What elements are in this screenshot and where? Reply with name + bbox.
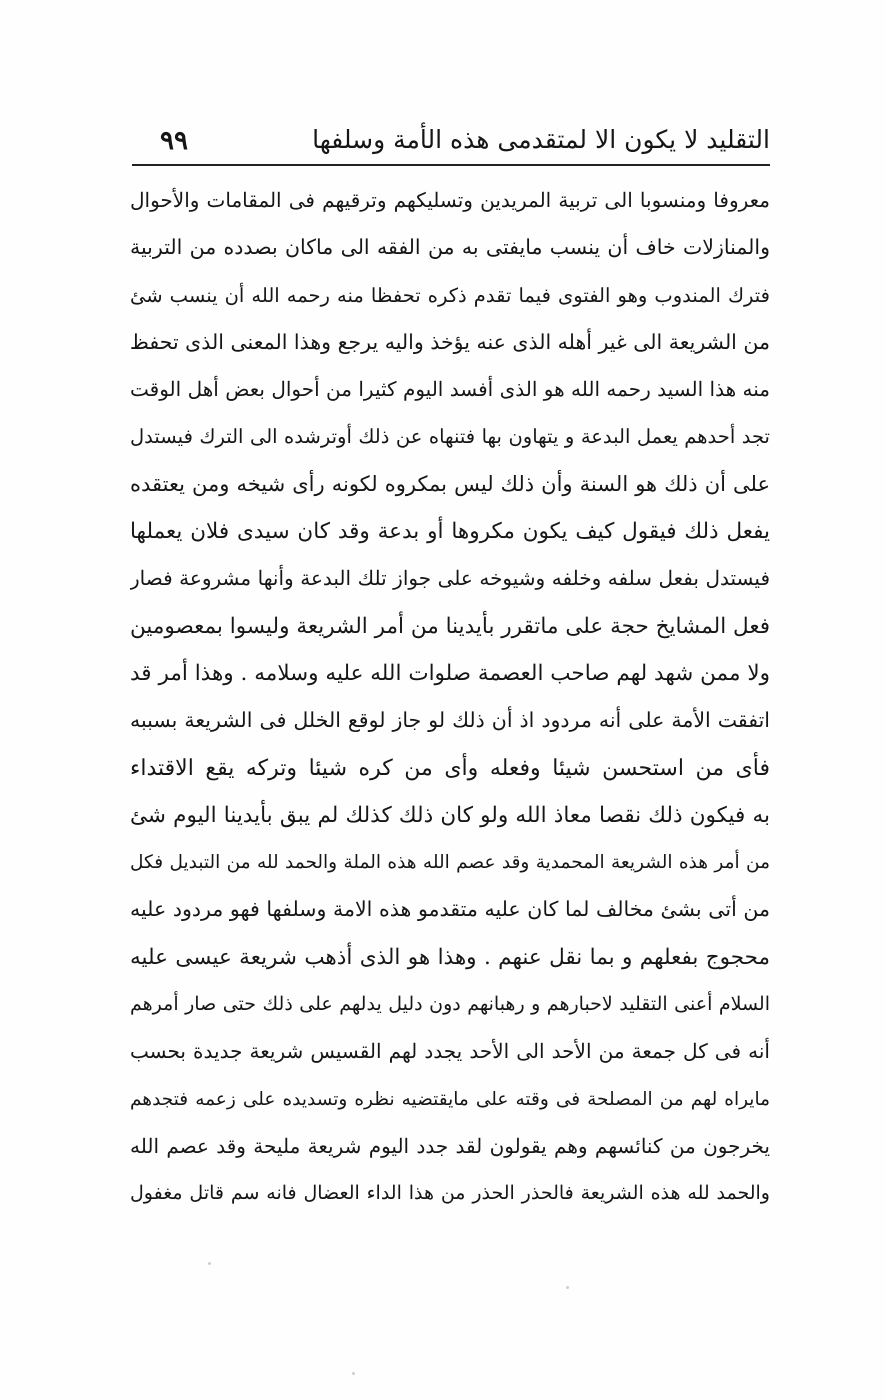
header-rule: [132, 164, 770, 166]
text-line: معروفا ومنسوبا الى تربية المريدين وتسليكهم وترقيهم فى المقامات والأحوال: [130, 188, 770, 212]
text-line: تجد أحدهم يعمل البدعة و يتهاون بها فتنهاه عن ذلك أوترشده الى الترك فيستدل: [130, 425, 770, 449]
text-line: فيستدل بفعل سلفه وخلفه وشيوخه على جواز تلك البدعة وأنها مشروعة فصار: [130, 566, 770, 591]
scan-speck: [208, 1262, 211, 1265]
text-line: به فيكون ذلك نقصا معاذ الله ولو كان ذلك كذلك لم يبق بأيدينا اليوم شئ: [130, 802, 770, 828]
text-line: أنه فى كل جمعة من الأحد الى الأحد يجدد لهم القسيس شريعة جديدة بحسب: [130, 1039, 770, 1064]
running-title: التقليد لا يكون الا لمتقدمى هذه الأمة وسلفها: [312, 125, 770, 154]
text-line: مايراه لهم من المصلحة فى وقته على مايقتضيه نظره وتسديده على زعمه فتجدهم: [130, 1088, 770, 1110]
body-text: [130, 177, 770, 1218]
text-line: من الشريعة الى غير أهله الذى عنه يؤخذ واليه يرجع وهذا المعنى الذى تحفظ: [130, 329, 770, 354]
text-line: على أن ذلك هو السنة وأن ذلك ليس بمكروه لكونه رأى شيخه ومن يعتقده: [130, 471, 770, 496]
text-line: والحمد لله هذه الشريعة فالحذر الحذر من هذا الداء العضال فانه سم قاتل مغفول: [130, 1182, 770, 1205]
text-line: فأى من استحسن شيئا وفعله وأى من كره شيئا وتركه يقع الاقتداء: [130, 755, 770, 781]
text-line: والمنازلات خاف أن ينسب مايفتى به من الفقه الى ماكان بصدده من التربية: [130, 235, 770, 260]
text-line: ولا ممن شهد لهم صاحب العصمة صلوات الله عليه وسلامه . وهذا أمر قد: [130, 660, 770, 686]
text-line: منه هذا السيد رحمه الله هو الذى أفسد اليوم كثيرا من أحوال بعض أهل الوقت: [130, 377, 770, 402]
page-header: [130, 118, 770, 162]
text-line: من أتى بشئ مخالف لما كان عليه متقدمو هذه الامة وسلفها فهو مردود عليه: [130, 897, 770, 922]
text-line: السلام أعنى التقليد لاحبارهم و رهبانهم دون دليل يدلهم على ذلك حتى صار أمرهم: [130, 993, 770, 1016]
text-line: يخرجون من كنائسهم وهم يقولون لقد جدد اليوم شريعة مليحة وقد عصم الله: [130, 1133, 770, 1158]
page-number: ٩٩: [160, 126, 188, 156]
text-line: اتفقت الأمة على أنه مردود اذ أن ذلك لو جاز لوقع الخلل فى الشريعة بسببه: [130, 708, 770, 733]
scan-speck: [352, 1372, 355, 1375]
text-line: محجوج بفعلهم و بما نقل عنهم . وهذا هو الذى أذهب شريعة عيسى عليه: [130, 944, 770, 970]
text-line: فعل المشايخ حجة على ماتقرر بأيدينا من أمر الشريعة وليسوا بمعصومين: [130, 613, 770, 639]
text-line: من أمر هذه الشريعة المحمدية وقد عصم الله هذه الملة والحمد لله من التبديل فكل: [130, 852, 770, 874]
text-line: فترك المندوب وهو الفتوى فيما تقدم ذكره تحفظا منه رحمه الله أن ينسب شئ: [130, 283, 770, 307]
scan-speck: [566, 1286, 569, 1289]
text-line: يفعل ذلك فيقول كيف يكون مكروها أو بدعة وقد كان سيدى فلان يعملها: [130, 519, 770, 545]
